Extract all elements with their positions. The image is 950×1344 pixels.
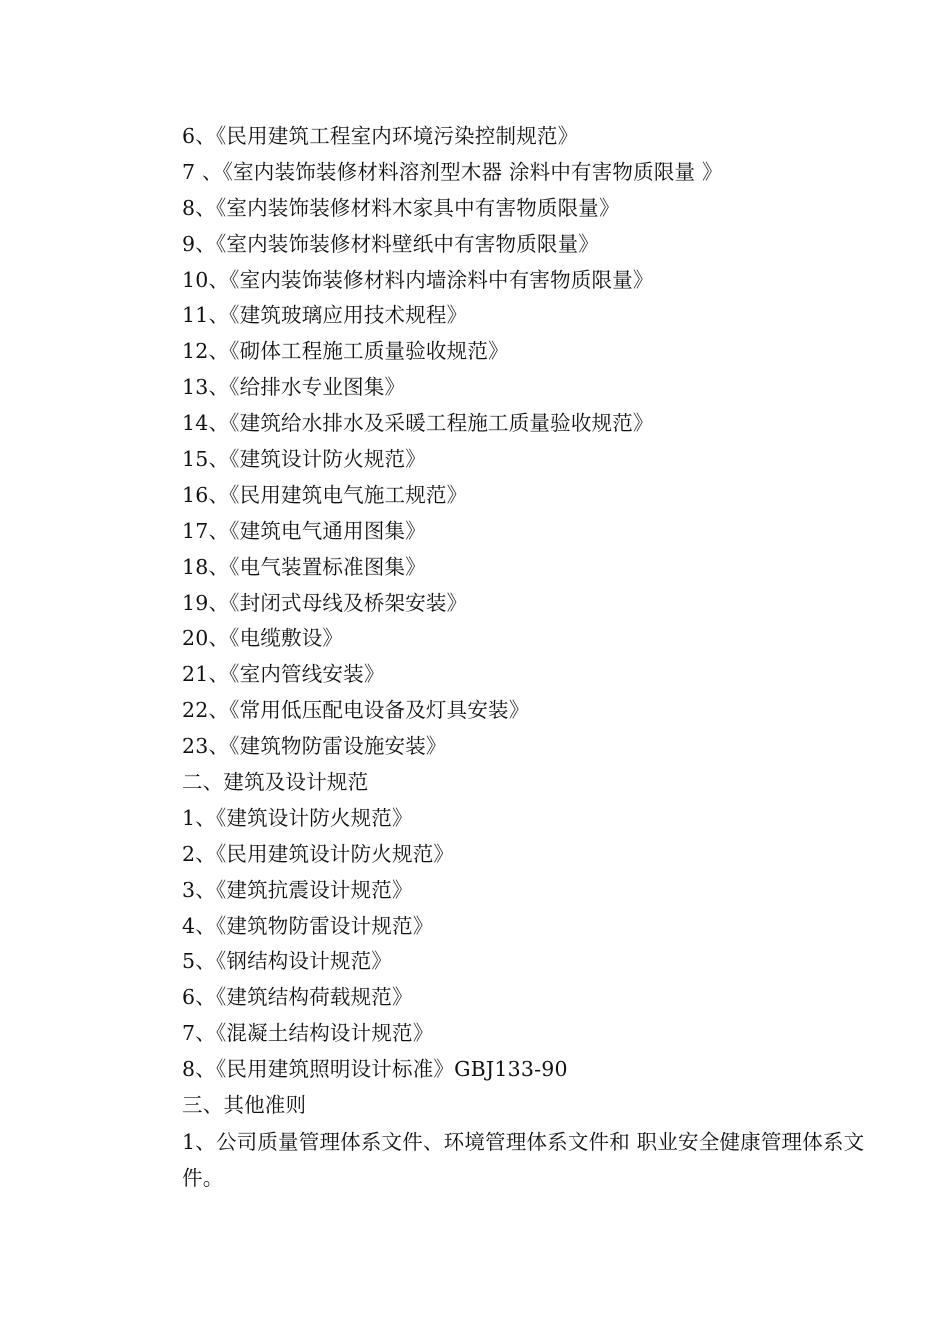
list-item: 6、《建筑结构荷载规范》 (182, 985, 413, 1010)
list-item: 18、《电气装置标准图集》 (182, 554, 426, 579)
list-item: 8、《室内装饰装修材料木家具中有害物质限量》 (182, 195, 620, 220)
list-item: 22、《常用低压配电设备及灯具安装》 (182, 698, 530, 723)
list-item: 7 、《室内装饰装修材料溶剂型木器 涂料中有害物质限量 》 (182, 159, 723, 184)
list-item: 15、《建筑设计防火规范》 (182, 447, 426, 472)
list-item: 16、《民用建筑电气施工规范》 (182, 482, 468, 507)
list-item: 11、《建筑玻璃应用技术规程》 (182, 303, 468, 328)
list-item: 3、《建筑抗震设计规范》 (182, 877, 413, 902)
section-heading: 三、其他准则 (182, 1093, 307, 1118)
document-body (182, 119, 872, 1196)
list-item: 4、《建筑物防雷设计规范》 (182, 913, 434, 938)
list-item: 9、《室内装饰装修材料壁纸中有害物质限量》 (182, 231, 599, 256)
paragraph: 1、公司质量管理体系文件、环境管理体系文件和 职业安全健康管理体系文件。 (182, 1129, 865, 1190)
list-item: 1、《建筑设计防火规范》 (182, 805, 413, 830)
list-item: 10、《室内装饰装修材料内墙涂料中有害物质限量》 (182, 267, 654, 292)
list-item: 7、《混凝土结构设计规范》 (182, 1021, 434, 1046)
list-item: 2、《民用建筑设计防火规范》 (182, 841, 455, 866)
list-item: 20、《电缆敷设》 (182, 626, 344, 651)
list-item: 23、《建筑物防雷设施安装》 (182, 734, 447, 759)
section-heading: 二、建筑及设计规范 (182, 770, 369, 795)
list-item: 21、《室内管线安装》 (182, 662, 385, 687)
list-item: 8、《民用建筑照明设计标准》GBJ133-90 (182, 1057, 568, 1082)
list-item: 14、《建筑给水排水及采暖工程施工质量验收规范》 (182, 411, 654, 436)
list-item: 12、《砌体工程施工质量验收规范》 (182, 339, 509, 364)
list-item: 19、《封闭式母线及桥架安装》 (182, 590, 468, 615)
list-item: 5、《钢结构设计规范》 (182, 949, 392, 974)
list-item: 17、《建筑电气通用图集》 (182, 518, 426, 543)
list-item: 13、《给排水专业图集》 (182, 375, 406, 400)
list-item: 6、《民用建筑工程室内环境污染控制规范》 (182, 124, 579, 148)
